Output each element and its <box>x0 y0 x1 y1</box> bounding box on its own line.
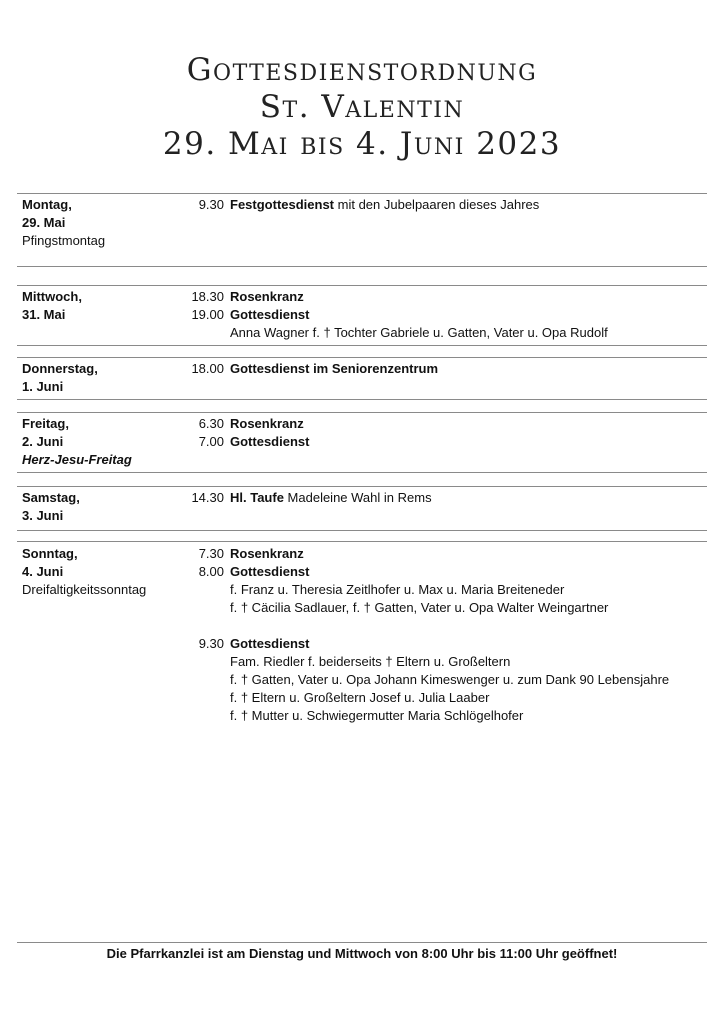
day-note: Dreifaltigkeitssonntag <box>22 582 147 597</box>
event-time: 7.00 <box>198 434 224 449</box>
intention: f. † Cäcilia Sadlauer, f. † Gatten, Vater u. Opa Walter Weingartner <box>230 600 609 615</box>
date: 4. Juni <box>22 564 64 579</box>
office-hours-note: Die Pfarrkanzlei ist am Dienstag und Mittwoch von 8:00 Uhr bis 11:00 Uhr geöffnet! <box>106 946 618 961</box>
date: 1. Juni <box>22 379 64 394</box>
intention: Fam. Riedler f. beiderseits † Eltern u. Großeltern <box>230 654 511 669</box>
day-saturday <box>22 489 182 525</box>
event-time: 7.30 <box>198 546 224 561</box>
divider <box>17 530 707 531</box>
divider <box>17 357 707 358</box>
event-title: Festgottesdienst <box>230 197 335 212</box>
divider <box>17 412 707 413</box>
event <box>230 288 304 306</box>
title-line-2: St. Valentin <box>259 89 465 125</box>
divider <box>17 399 707 400</box>
weekday: Samstag, <box>22 490 80 505</box>
intention: Anna Wagner f. † Tochter Gabriele u. Gatten, Vater u. Opa Rudolf <box>230 325 608 340</box>
event-title: Gottesdienst im Seniorenzentrum <box>230 361 439 376</box>
divider <box>17 193 707 194</box>
event-time: 18.30 <box>191 289 224 304</box>
event-time: 9.30 <box>198 636 224 651</box>
title-line-3: 29. Mai bis 4. Juni 2023 <box>162 126 562 162</box>
event-time: 6.30 <box>198 416 224 431</box>
divider <box>17 285 707 286</box>
event-text: mit den Jubelpaaren dieses Jahres <box>334 197 540 212</box>
event-title: Gottesdienst <box>230 564 310 579</box>
event <box>230 196 539 214</box>
event <box>230 489 432 507</box>
weekday: Sonntag, <box>22 546 78 561</box>
event-title: Rosenkranz <box>230 546 304 561</box>
weekday: Freitag, <box>22 416 69 431</box>
date: 3. Juni <box>22 508 64 523</box>
divider <box>17 486 707 487</box>
divider <box>17 942 707 943</box>
day-monday <box>22 196 182 250</box>
event <box>230 415 304 433</box>
event-title: Rosenkranz <box>230 289 304 304</box>
event <box>230 433 309 451</box>
weekday: Mittwoch, <box>22 289 82 304</box>
day-wednesday <box>22 288 182 324</box>
day-note: Pfingstmontag <box>22 233 106 248</box>
date: 2. Juni <box>22 434 64 449</box>
event-title: Gottesdienst <box>230 434 310 449</box>
event-title: Gottesdienst <box>230 636 310 651</box>
event-title: Hl. Taufe <box>230 490 284 505</box>
intention: f. † Eltern u. Großeltern Josef u. Julia Laaber <box>230 690 490 705</box>
divider <box>17 541 707 542</box>
title-line-1: Gottesdienstordnung <box>186 52 538 88</box>
day-thursday <box>22 360 182 396</box>
event-time: 8.00 <box>198 564 224 579</box>
day-note: Herz-Jesu-Freitag <box>22 452 132 467</box>
event <box>230 545 304 563</box>
event-time: 18.00 <box>191 361 224 376</box>
weekday: Montag, <box>22 197 72 212</box>
event-time: 19.00 <box>191 307 224 322</box>
event <box>230 360 438 378</box>
intention: f. Franz u. Theresia Zeitlhofer u. Max u. Maria Breiteneder <box>230 582 565 597</box>
divider <box>17 345 707 346</box>
event-text: Madeleine Wahl in Rems <box>283 490 432 505</box>
date: 29. Mai <box>22 215 66 230</box>
event <box>230 306 309 324</box>
event <box>230 563 309 581</box>
divider <box>17 472 707 473</box>
intention: f. † Gatten, Vater u. Opa Johann Kimeswenger u. zum Dank 90 Lebensjahre <box>230 672 670 687</box>
weekday: Donnerstag, <box>22 361 98 376</box>
divider <box>17 266 707 267</box>
event-time: 14.30 <box>191 490 224 505</box>
date: 31. Mai <box>22 307 66 322</box>
day-friday <box>22 415 182 469</box>
event-title: Rosenkranz <box>230 416 304 431</box>
event-title: Gottesdienst <box>230 307 310 322</box>
page-title <box>0 52 724 163</box>
event <box>230 635 309 653</box>
intention: f. † Mutter u. Schwiegermutter Maria Schlögelhofer <box>230 708 524 723</box>
day-sunday <box>22 545 182 599</box>
event-time: 9.30 <box>198 197 224 212</box>
